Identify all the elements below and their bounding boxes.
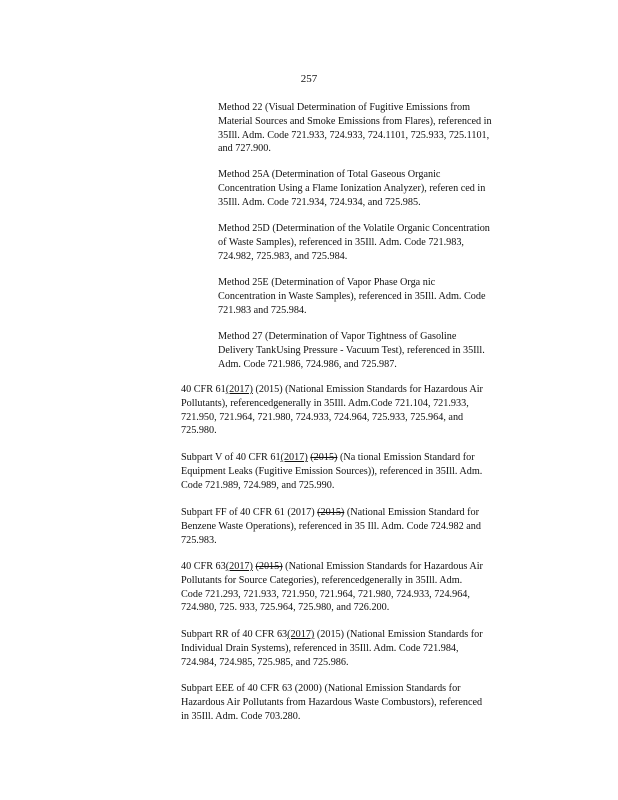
text-line: and 727.900. bbox=[218, 143, 271, 155]
text-line: Equipment Leaks (Fugitive Emission Sources)), referenced in 35Ill. Adm. bbox=[181, 465, 483, 477]
text-line: 35Ill. Adm. Code 721.934, 724.934, and 725.985. bbox=[218, 196, 421, 208]
text-line bbox=[181, 383, 539, 397]
text-line: 725.983. bbox=[181, 534, 217, 546]
text-line: Code 721.293, 721.933, 721.950, 721.964, 721.980, 724.933, 724.964, bbox=[181, 588, 470, 600]
method-25a-paragraph bbox=[218, 168, 540, 209]
text-line bbox=[181, 560, 539, 574]
inserted-text: (2017) bbox=[225, 384, 253, 395]
text-line: Benzene Waste Operations), referenced in 35 Ill. Adm. Code 724.982 and bbox=[181, 520, 481, 532]
text-line bbox=[181, 451, 539, 465]
text-line: Individual Drain Systems), referenced in 35Ill. Adm. Code 721.984, bbox=[181, 642, 459, 654]
text-run: (2015) (National Emission Standards for bbox=[314, 629, 483, 640]
text-line: 724.982, 725.983, and 725.984. bbox=[218, 250, 348, 262]
text-line: 721.950, 721.964, 721.980, 724.933, 724.964, 725.933, 725.964, and bbox=[181, 411, 464, 423]
text-line: Material Sources and Smoke Emissions from Flares), referenced in bbox=[218, 115, 492, 127]
method-25e-paragraph bbox=[218, 276, 540, 317]
text-line: Method 27 (Determination of Vapor Tightness of Gasoline bbox=[218, 331, 457, 342]
text-line: Adm. Code 721.986, 724.986, and 725.987. bbox=[218, 358, 397, 370]
subpart-ff-paragraph bbox=[181, 506, 539, 547]
text-run: (Na tional Emission Standard for bbox=[337, 452, 475, 463]
text-line: Concentration Using a Flame Ionization Analyzer), referen ced in bbox=[218, 182, 486, 194]
text-line: Method 25D (Determination of the Volatile Organic Concentration bbox=[218, 223, 490, 234]
text-line: Subpart EEE of 40 CFR 63 (2000) (National Emission Standards for bbox=[181, 683, 461, 694]
deleted-text: (2015) bbox=[255, 561, 283, 572]
text-line bbox=[181, 628, 539, 642]
inserted-text: (2017) bbox=[280, 452, 308, 463]
text-line: 725.980. bbox=[181, 425, 217, 437]
deleted-text: (2015) bbox=[310, 452, 338, 463]
cfr-61-paragraph bbox=[181, 383, 539, 438]
text-line: Hazardous Air Pollutants from Hazardous Waste Combustors), referenced bbox=[181, 696, 483, 708]
deleted-text: (2015) bbox=[317, 507, 345, 518]
text-line: 35Ill. Adm. Code 721.933, 724.933, 724.1101, 725.933, 725.1101, bbox=[218, 129, 490, 141]
text-run: Subpart RR of 40 CFR 63 bbox=[181, 629, 288, 640]
text-line: 724.984, 724.985, 725.985, and 725.986. bbox=[181, 656, 349, 668]
text-line: Method 22 (Visual Determination of Fugitive Emissions from bbox=[218, 102, 471, 113]
text-line: of Waste Samples), referenced in 35Ill. Adm. Code 721.983, bbox=[218, 236, 464, 248]
text-line: Pollutants), referencedgenerally in 35Ill. Adm.Code 721.104, 721.933, bbox=[181, 397, 469, 409]
inserted-text: (2017) bbox=[225, 561, 253, 572]
inserted-text: (2017) bbox=[287, 629, 315, 640]
text-run: Subpart FF of 40 CFR 61 (2017) bbox=[181, 507, 318, 518]
text-run: Subpart V of 40 CFR 61 bbox=[181, 452, 281, 463]
text-line: 721.983 and 725.984. bbox=[218, 304, 307, 316]
subpart-v-paragraph bbox=[181, 451, 539, 492]
text-line: Code 721.989, 724.989, and 725.990. bbox=[181, 479, 335, 491]
text-line: Delivery TankUsing Pressure - Vacuum Test), referenced in 35Ill. bbox=[218, 344, 485, 356]
text-line: Method 25A (Determination of Total Gaseous Organic bbox=[218, 169, 441, 180]
text-run: (National Emission Standards for Hazardous Air bbox=[282, 561, 483, 572]
method-27-paragraph bbox=[218, 330, 540, 371]
subpart-eee-paragraph bbox=[181, 682, 539, 723]
text-line bbox=[181, 506, 539, 520]
text-line: in 35Ill. Adm. Code 703.280. bbox=[181, 710, 301, 722]
text-line: 724.980, 725. 933, 725.964, 725.980, and 726.200. bbox=[181, 602, 390, 614]
method-25d-paragraph bbox=[218, 222, 540, 263]
text-line: Concentration in Waste Samples), referenced in 35Ill. Adm. Code bbox=[218, 290, 486, 302]
subpart-rr-paragraph bbox=[181, 628, 539, 669]
method-22-paragraph bbox=[218, 101, 540, 156]
cfr-63-paragraph bbox=[181, 560, 539, 615]
text-line: Pollutants for Source Categories), referencedgenerally in 35Ill. Adm. bbox=[181, 574, 463, 586]
text-line: Method 25E (Determination of Vapor Phase Orga nic bbox=[218, 277, 436, 288]
text-run: 40 CFR 63 bbox=[181, 561, 226, 572]
text-run: (2015) (National Emission Standards for Hazardous Air bbox=[252, 384, 483, 395]
text-run: 40 CFR 61 bbox=[181, 384, 226, 395]
page-number: 257 bbox=[300, 73, 318, 85]
text-run: (National Emission Standard for bbox=[344, 507, 479, 518]
